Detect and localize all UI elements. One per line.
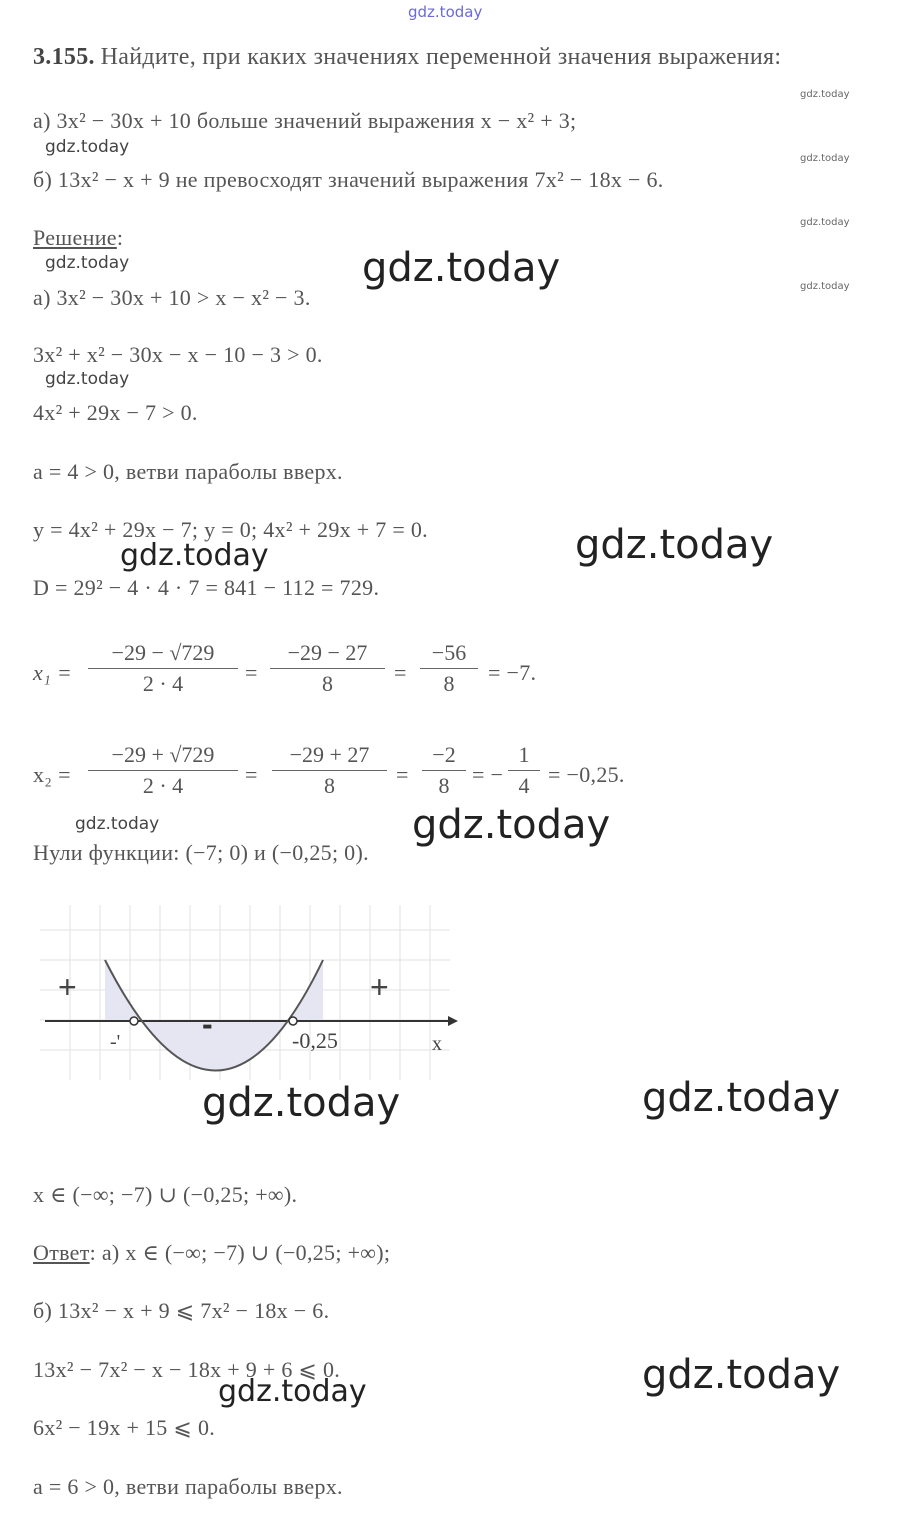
watermark-big: gdz.today	[362, 245, 561, 291]
watermark-big: gdz.today	[575, 522, 774, 568]
x1-f2-numerator: −29 − 27	[287, 640, 368, 665]
x2-fraction-3	[422, 742, 466, 799]
x1-label: x₁ =	[33, 660, 72, 685]
parabola-graph	[30, 895, 460, 1095]
solution-line-1: а) 3x² − 30x + 10 > x − x² − 3.	[33, 285, 311, 310]
task-number: 3.155.	[33, 44, 95, 70]
answer-text: : а) x ∈ (−∞; −7) ∪ (−0,25; +∞);	[89, 1240, 391, 1265]
x2-fraction-2	[272, 742, 387, 799]
part-b-line-2: 13x² − 7x² − x − 18x + 9 + 6 ⩽ 0.	[33, 1357, 341, 1382]
x1-fraction-1	[88, 640, 238, 697]
x1-f3-denominator: 8	[443, 671, 455, 696]
x1-f3-numerator: −56	[431, 640, 467, 665]
root-point-2	[289, 1017, 297, 1025]
solution-label: Решение	[33, 225, 117, 250]
watermark-small: gdz.today	[800, 217, 850, 228]
watermark-big: gdz.today	[218, 1374, 367, 1409]
solution-line-3: 4x² + 29x − 7 > 0.	[33, 400, 198, 425]
watermark-small: gdz.today	[800, 281, 850, 292]
x2-eq-3: = −	[472, 762, 504, 787]
watermark-small: gdz.today	[800, 89, 850, 100]
x2-fraction-4	[508, 742, 540, 799]
x1-eq-2: =	[394, 660, 407, 685]
x2-label: x₂ =	[33, 762, 71, 787]
answer-label: Ответ	[33, 1240, 90, 1265]
solution-line-4: a = 4 > 0, ветви параболы вверх.	[33, 459, 343, 484]
answer-line	[33, 1240, 390, 1266]
solution-colon: :	[116, 225, 124, 250]
root-label-2: -0,25	[292, 1028, 338, 1053]
x1-f1-denominator: 2 · 4	[142, 671, 184, 696]
plus-right: +	[370, 969, 389, 1005]
root-point-1	[130, 1017, 138, 1025]
x2-f1-numerator: −29 + √729	[111, 742, 215, 767]
x2-f4-numerator: 1	[518, 742, 530, 767]
root-label-1: -'	[110, 1031, 121, 1053]
minus-sign: -	[202, 1006, 213, 1042]
part-b-line-3: 6x² − 19x + 15 ⩽ 0.	[33, 1415, 216, 1440]
task-heading	[33, 44, 781, 71]
x2-eq-2: =	[396, 762, 409, 787]
x2-result: = −0,25.	[548, 762, 625, 787]
x2-f3-denominator: 8	[438, 773, 450, 798]
task-part-a: а) 3x² − 30x + 10 больше значений выражения x − x² + 3;	[33, 108, 577, 133]
solution-heading	[33, 225, 123, 251]
solution-line-6: D = 29² − 4 · 4 · 7 = 841 − 112 = 729.	[33, 575, 380, 600]
solution-set: x ∈ (−∞; −7) ∪ (−0,25; +∞).	[33, 1182, 298, 1207]
solution-line-5: y = 4x² + 29x − 7; y = 0; 4x² + 29x + 7 = 0.	[33, 517, 428, 542]
x1-f1-numerator: −29 − √729	[111, 640, 215, 665]
x2-f1-denominator: 2 · 4	[142, 773, 184, 798]
x2-f4-denominator: 4	[518, 773, 530, 798]
x1-f2-denominator: 8	[322, 671, 333, 696]
solution-line-2: 3x² + x² − 30x − x − 10 − 3 > 0.	[33, 342, 323, 367]
x2-f2-numerator: −29 + 27	[289, 742, 370, 767]
part-b-line-1: б) 13x² − x + 9 ⩽ 7x² − 18x − 6.	[33, 1298, 330, 1323]
part-b-line-4: a = 6 > 0, ветви параболы вверх.	[33, 1474, 343, 1499]
watermark-mid: gdz.today	[45, 253, 130, 273]
x2-f3-numerator: −2	[432, 742, 456, 767]
watermark-mid: gdz.today	[45, 137, 130, 157]
task-text: Найдите, при каких значениях переменной значения выражения:	[100, 44, 782, 70]
x-axis-arrow	[448, 1016, 458, 1026]
x1-fraction-2	[270, 640, 385, 697]
x2-eq-1: =	[245, 762, 258, 787]
watermark-mid: gdz.today	[75, 814, 160, 834]
axis-label-x: x	[432, 1033, 442, 1055]
x1-result: = −7.	[488, 660, 537, 685]
watermark-big: gdz.today	[412, 802, 611, 848]
x1-eq-1: =	[245, 660, 258, 685]
watermark-small: gdz.today	[800, 153, 850, 164]
x2-fraction-1	[88, 742, 238, 799]
watermark-mid: gdz.today	[45, 369, 130, 389]
watermark-big: gdz.today	[202, 1080, 401, 1126]
function-zeros: Нули функции: (−7; 0) и (−0,25; 0).	[33, 840, 369, 865]
watermark-big: gdz.today	[642, 1352, 841, 1398]
task-part-b: б) 13x² − x + 9 не превосходят значений выражения 7x² − 18x − 6.	[33, 167, 664, 192]
watermark-big: gdz.today	[642, 1075, 841, 1121]
watermark-big: gdz.today	[120, 538, 269, 573]
x2-f2-denominator: 8	[324, 773, 335, 798]
watermark-top: gdz.today	[408, 3, 483, 21]
x1-fraction-3	[420, 640, 478, 697]
plus-left: +	[58, 969, 77, 1005]
